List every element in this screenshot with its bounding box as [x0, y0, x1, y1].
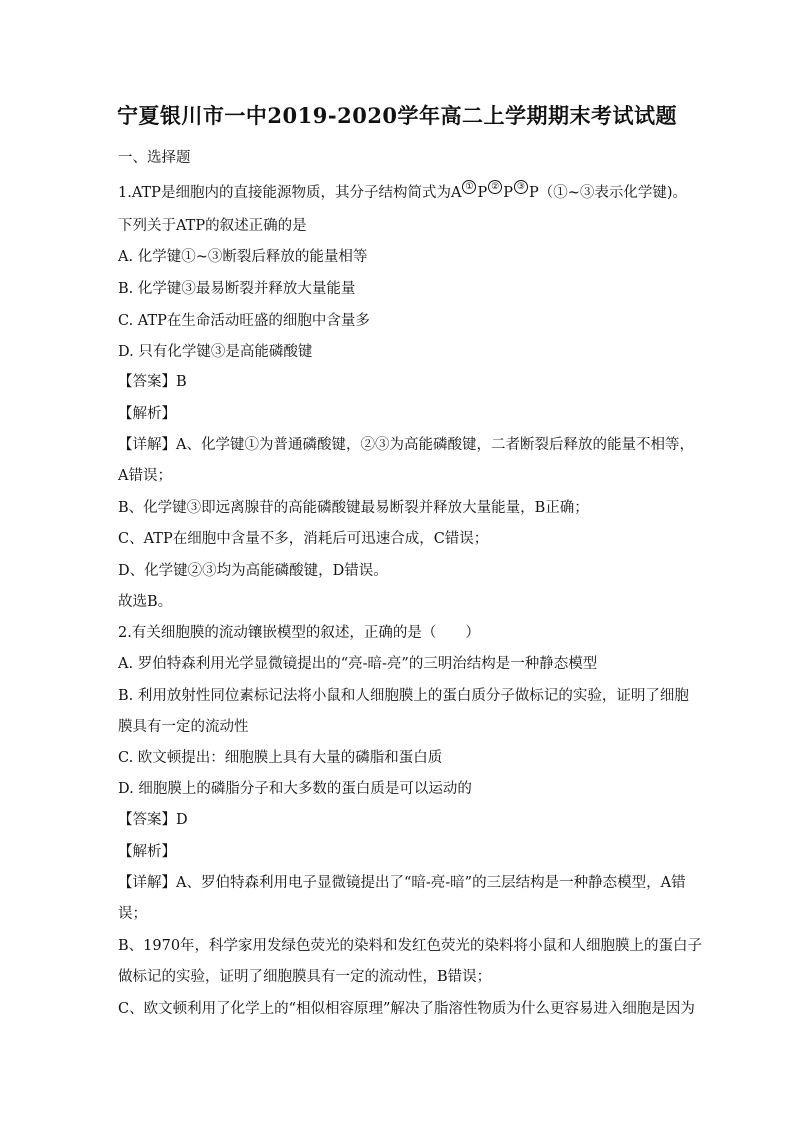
formula-p3: P	[528, 185, 539, 201]
q2-option-c: C. 欧文顿提出：细胞膜上具有大量的磷脂和蛋白质	[118, 750, 443, 766]
q1-detail-5: D、化学键②③均为高能磷酸键，D错误。	[118, 563, 388, 579]
q1-detail-2: A错误；	[118, 468, 172, 484]
q2-detail-3: B、1970年，科学家用发绿色荧光的染料和发红色荧光的染料将小鼠和人细胞膜上的蛋白子	[118, 938, 703, 954]
formula-a: A	[450, 185, 462, 201]
q2-detail-2: 误；	[118, 906, 147, 922]
q1-detail-4: C、ATP在细胞中含量不多，消耗后可迅速合成，C错误；	[118, 531, 489, 547]
bond-1-mark: ①	[462, 180, 476, 194]
q2-option-a: A. 罗伯特森利用光学显微镜提出的“亮-暗-亮”的三明治结构是一种静态模型	[118, 656, 598, 672]
formula-p1: P	[477, 185, 488, 201]
bond-3-mark: ③	[514, 180, 528, 194]
formula-p2: P	[503, 185, 513, 201]
q1-analysis-label: 【解析】	[118, 406, 176, 422]
q1-conclusion: 故选B。	[118, 594, 173, 610]
q1-stem-prefix: 1.ATP是细胞内的直接能源物质，其分子结构简式为	[118, 185, 451, 201]
q1-stem-suffix: （①~③表示化学键)。	[538, 185, 688, 201]
bond-2-mark: ②	[488, 180, 502, 194]
q2-option-d: D. 细胞膜上的磷脂分子和大多数的蛋白质是可以运动的	[118, 781, 472, 797]
q2-stem: 2.有关细胞膜的流动镶嵌模型的叙述，正确的是（ ）	[118, 625, 480, 641]
q1-stem-line2: 下列关于ATP的叙述正确的是	[118, 218, 307, 234]
q1-detail-3: B、化学键③即远离腺苷的高能磷酸键最易断裂并释放大量能量，B正确；	[118, 500, 589, 516]
q2-analysis-label: 【解析】	[118, 844, 176, 860]
q1-option-d: D. 只有化学键③是高能磷酸键	[118, 344, 313, 360]
q1-option-a: A. 化学键①~③断裂后释放的能量相等	[118, 249, 368, 265]
section-heading: 一、选择题	[118, 150, 191, 166]
q2-detail-4: 做标记的实验，证明了细胞膜具有一定的流动性，B错误；	[118, 969, 492, 985]
q1-detail-1: 【详解】A、化学键①为普通磷酸键，②③为高能磷酸键，二者断裂后释放的能量不相等，	[118, 437, 694, 453]
q1-option-b: B. 化学键③最易断裂并释放大量能量	[118, 281, 356, 297]
q2-detail-5: C、欧文顿利用了化学上的“相似相容原理”解决了脂溶性物质为什么更容易进入细胞是因为	[118, 1001, 695, 1017]
q1-stem	[118, 183, 688, 203]
atp-formula	[450, 182, 539, 201]
q2-detail-1: 【详解】A、罗伯特森利用电子显微镜提出了“暗-亮-暗”的三层结构是一种静态模型，A错	[118, 875, 686, 891]
q1-option-c: C. ATP在生命活动旺盛的细胞中含量多	[118, 313, 370, 329]
q2-answer: 【答案】D	[118, 812, 188, 828]
q2-option-b-line1: B. 利用放射性同位素标记法将小鼠和人细胞膜上的蛋白质分子做标记的实验，证明了细胞	[118, 688, 689, 704]
q1-answer: 【答案】B	[118, 374, 187, 390]
q2-option-b-line2: 膜具有一定的流动性	[118, 719, 249, 735]
page-title: 宁夏银川市一中2019-2020学年高二上学期期末考试试题	[116, 103, 678, 128]
